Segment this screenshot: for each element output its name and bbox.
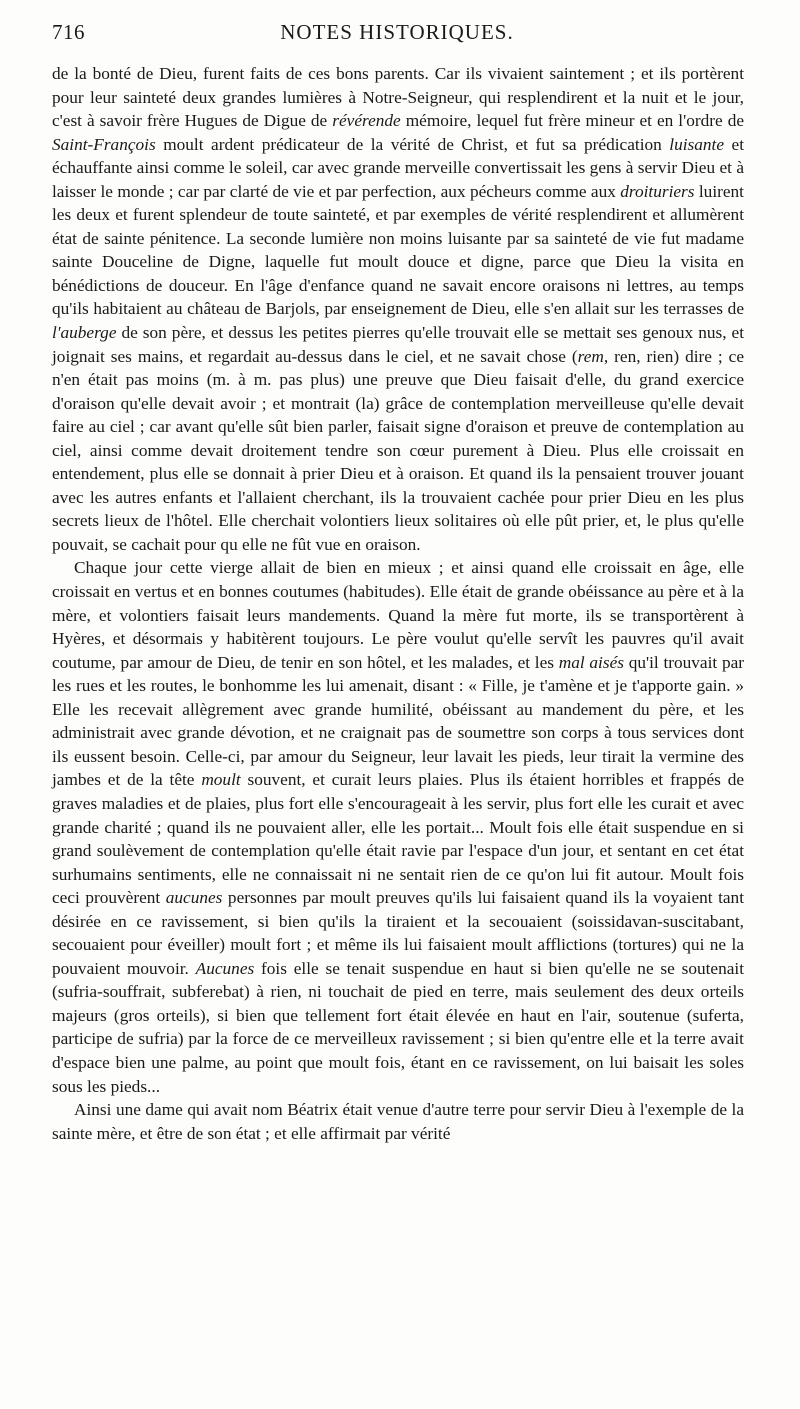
italic-term: rem [577,346,604,366]
running-head [52,20,742,50]
italic-term: mal aisés [558,652,624,672]
text-run: qu'il trouvait par les rues et les routes, le bonhomme les lui amenait, disant : « Fille, je t'amène et je t'apporte gain. » Elle les recevait allègrement avec grande humilité, obéissant au mandement du père, et les administrait avec grande dévotion, et ne craignait pas de soumettre son corps à tous services dont ils eussent besoin. Celle-ci, par amour du Seigneur, leur lavait les pieds, leur tirait la vermine des jambes et de la tête [52,652,745,790]
italic-term: aucunes [165,888,223,908]
running-title: NOTES HISTORIQUES. [280,20,514,44]
italic-term: luisante [669,134,725,154]
text-run: de la bonté de Dieu, furent faits de ces bons parents. Car ils vivaient saintement ; et ils portèrent pour leur sainteté deux grandes lumières à Notre-Seigneur, qui resplendirent et la nuit et le jour, c'est à savoir frère Hugues de Digue de [52,64,744,131]
text-run: de son père, et dessus les petites pierres qu'elle trouvait elle se mettait ses genoux nus, et joignait ses mains, et regardait au-dessus dans le ciel, et ne savait chose ( [52,323,744,366]
paragraph-2 [52,556,744,1098]
paragraph-3 [52,1098,744,1145]
text-run: souvent, et curait leurs plaies. Plus ils étaient horribles et frappés de graves maladies et de plaies, plus fort elle s'encourageait à les servir, plus fort elle les curait et avec grande charité ; quand ils ne pouvaient aller, elle les portait... Moult fois elle était suspendue en si grand soulèvement de contemplation qu'elle était ravie par l'espace d'un jour, et sentant en cet état surhumains sentiments, elle ne connaissait ni ne sentait rien de ce qu'on lui fit autour. Moult fois ceci prouvèrent [52,770,745,908]
text-run: mémoire, lequel fut frère mineur et en l'ordre de [400,111,745,131]
italic-term: droituriers [620,181,695,201]
italic-term: l'auberge [52,323,117,343]
text-run: Chaque jour cette vierge allait de bien en mieux ; et ainsi quand elle croissait en âge, elle croissait en vertus et en bonnes coutumes (habitudes). Elle était de grande obéissance au père et à la mère, et volontiers faisait leurs mandements. Quand la mère fut morte, ils se transportèrent à Hyères, et désormais y habitèrent toujours. Le père voulut qu'elle servît les pauvres qu'il avait coutume, par amour de Dieu, de tenir en son hôtel, et les malades, et les [52,558,744,672]
text-run: fois elle se tenait suspendue en haut si bien qu'elle ne se soutenait (sufria-souffrait, subferebat) à rien, ni touchait de pied en terre, mais seulement des deux orteils majeurs (gros orteils), si bien que tellement fort était élevée en haut en l'air, soutenue (suferta, participe de sufria) par la force de ce merveilleux ravissement ; si bien qu'entre elle et la terre avait d'espace bien une palme, au point que moult fois, étant en ce ravissement, on lui baisait les soles sous les pieds... [52,958,744,1096]
italic-term: moult [201,770,241,790]
text-run: personnes par moult preuves qu'ils lui faisaient quand ils la voyaient tant désirée en ce ravissement, si bien qu'ils la tiraient et la secouaient (soissidavan-suscitabant, secouaient pour éveiller) moult fort ; et même ils lui faisaient moult afflictions (tortures) qui ne la pouvaient mouvoir. [52,888,744,978]
italic-term: Aucunes [195,958,255,978]
text-run: , ren, rien) dire ; ce n'en était pas moins (m. à m. pas plus) une preuve que Dieu faisait d'elle, du grand exercice d'oraison qu'elle devait avoir ; et montrait (la) grâce de contemplation merveilleuse qu'elle devait faire au ciel ; car avant qu'elle sût bien parler, faisait signe d'oraison et preuve de contemplation au ciel, ainsi comme devait droitement tendre son cœur purement à Dieu. Plus elle croissait en entendement, plus elle se donnait à prier Dieu et à oraison. Et quand ils la pensaient trouver jouant avec les autres enfants et l'allaient cherchant, ils la trouvaient cachée pour prier Dieu en les plus secrets lieux de l'hôtel. Elle cherchait volontiers lieux solitaires où elle pût prier, et, le plus qu'elle pouvait, se cachait pour qu elle ne fût vue en oraison. [52,346,744,554]
page-number: 716 [52,20,85,44]
paragraph-1 [52,62,744,556]
body-text [52,62,744,1145]
italic-term: Saint-François [52,134,156,154]
text-run: et échauffante ainsi comme le soleil, car avec grande merveille convertissait les gens à servir Dieu et à laisser le monde ; car par clarté de vie et par perfection, aux pécheurs comme aux [52,134,744,201]
text-run: moult ardent prédicateur de la vérité de Christ, et fut sa prédication [155,134,670,154]
text-run: Ainsi une dame qui avait nom Béatrix était venue d'autre terre pour servir Dieu à l'exemple de la sainte mère, et être de son état ; et elle affirmait par vérité [52,1100,744,1143]
italic-term: révérende [332,111,401,131]
text-run: luirent les deux et furent splendeur de toute sainteté, et par exemples de vérité resplendirent et allumèrent état de sainte pénitence. La seconde lumière non moins luisante par sa sainteté de vie fut madame sainte Douceline de Digne, laquelle fut moult douce et digne, parce que Dieu la visita en bénédictions de douceur. En l'âge d'enfance quand ne savait encore oraisons ni lettres, au temps qu'ils habitaient au château de Barjols, par enseignement de Dieu, elle s'en allait sur les terrasses de [52,181,744,319]
